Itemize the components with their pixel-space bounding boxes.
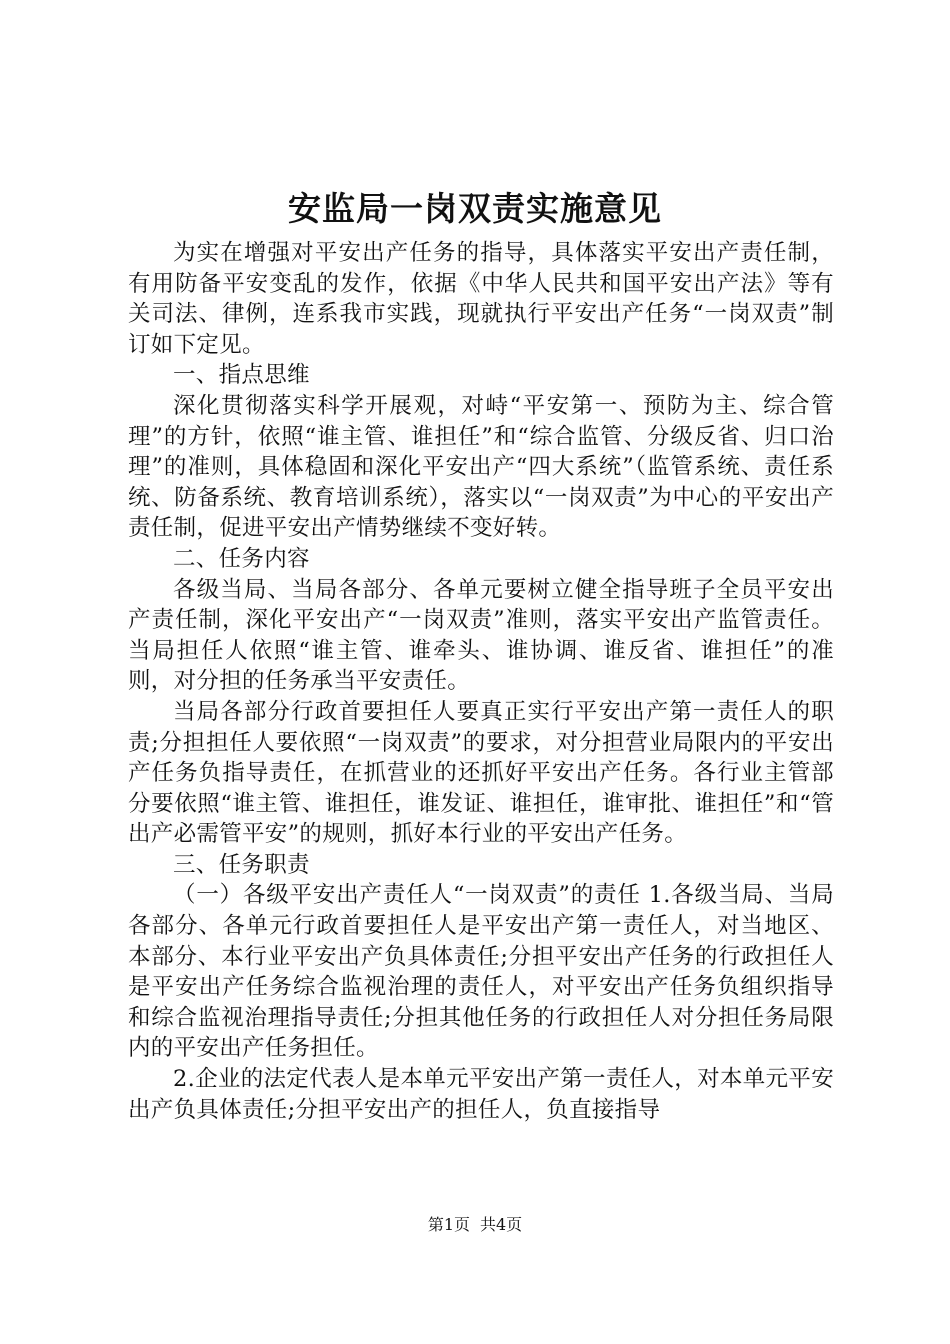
document-body [128,238,834,1125]
paragraph-task-content-2: 当局各部分行政首要担任人要真正实行平安出产第一责任人的职责;分担担任人要依照“一岗双责”的要求，对分担营业局限内的平安出产任务负指导责任，在抓营业的还抓好平安出产任务。各行业主管部分要依照“谁主管、谁担任，谁发证、谁担任，谁审批、谁担任”和“管出产必需管平安”的规则，抓好本行业的平安出产任务。 [128,698,834,848]
document-title: 安监局一岗双责实施意见 [288,189,662,228]
section-heading-task-content: 二、任务内容 [173,545,310,572]
paragraph-intro: 为实在增强对平安出产任务的指导，具体落实平安出产责任制，有用防备平安变乱的发作，依据《中华人民共和国平安出产法》等有关司法、律例，连系我市实践，现就执行平安出产任务“一岗双责”制订如下定见。 [128,240,834,358]
section-heading-responsibilities: 三、任务职责 [173,851,310,878]
paragraph-responsibilities-1: （一）各级平安出产责任人“一岗双责”的责任 1.各级当局、当局各部分、各单元行政首要担任人是平安出产第一责任人，对当地区、本部分、本行业平安出产负具体责任;分担平安出产任务的行政担任人是平安出产任务综合监视治理的责任人，对平安出产任务负组织指导和综合监视治理指导责任;分担其他任务的行政担任人对分担任务局限内的平安出产任务担任。 [128,882,834,1062]
section-heading-guiding-thought: 一、指点思维 [173,362,310,389]
page-number: 第1页 [427,1215,470,1234]
page-total: 共4页 [480,1215,523,1234]
paragraph-guiding-thought: 深化贯彻落实科学开展观，对峙“平安第一、预防为主、综合管理”的方针，依照“谁主管、谁担任”和“综合监管、分级反省、归口治理”的准则，具体稳固和深化平安出产“四大系统”（监管系统、责任系统、防备系统、教育培训系统），落实以“一岗双责”为中心的平安出产责任制，促进平安出产情势继续不变好转。 [128,392,834,542]
paragraph-task-content-1: 各级当局、当局各部分、各单元要树立健全指导班子全员平安出产责任制，深化平安出产“一岗双责”准则，落实平安出产监管责任。当局担任人依照“谁主管、谁牵头、谁协调、谁反省、谁担任”的准则，对分担的任务承当平安责任。 [128,576,834,695]
page-footer [0,1214,950,1236]
paragraph-responsibilities-2: 2.企业的法定代表人是本单元平安出产第一责任人，对本单元平安出产负具体责任;分担平安出产的担任人，负直接指导 [128,1066,834,1123]
